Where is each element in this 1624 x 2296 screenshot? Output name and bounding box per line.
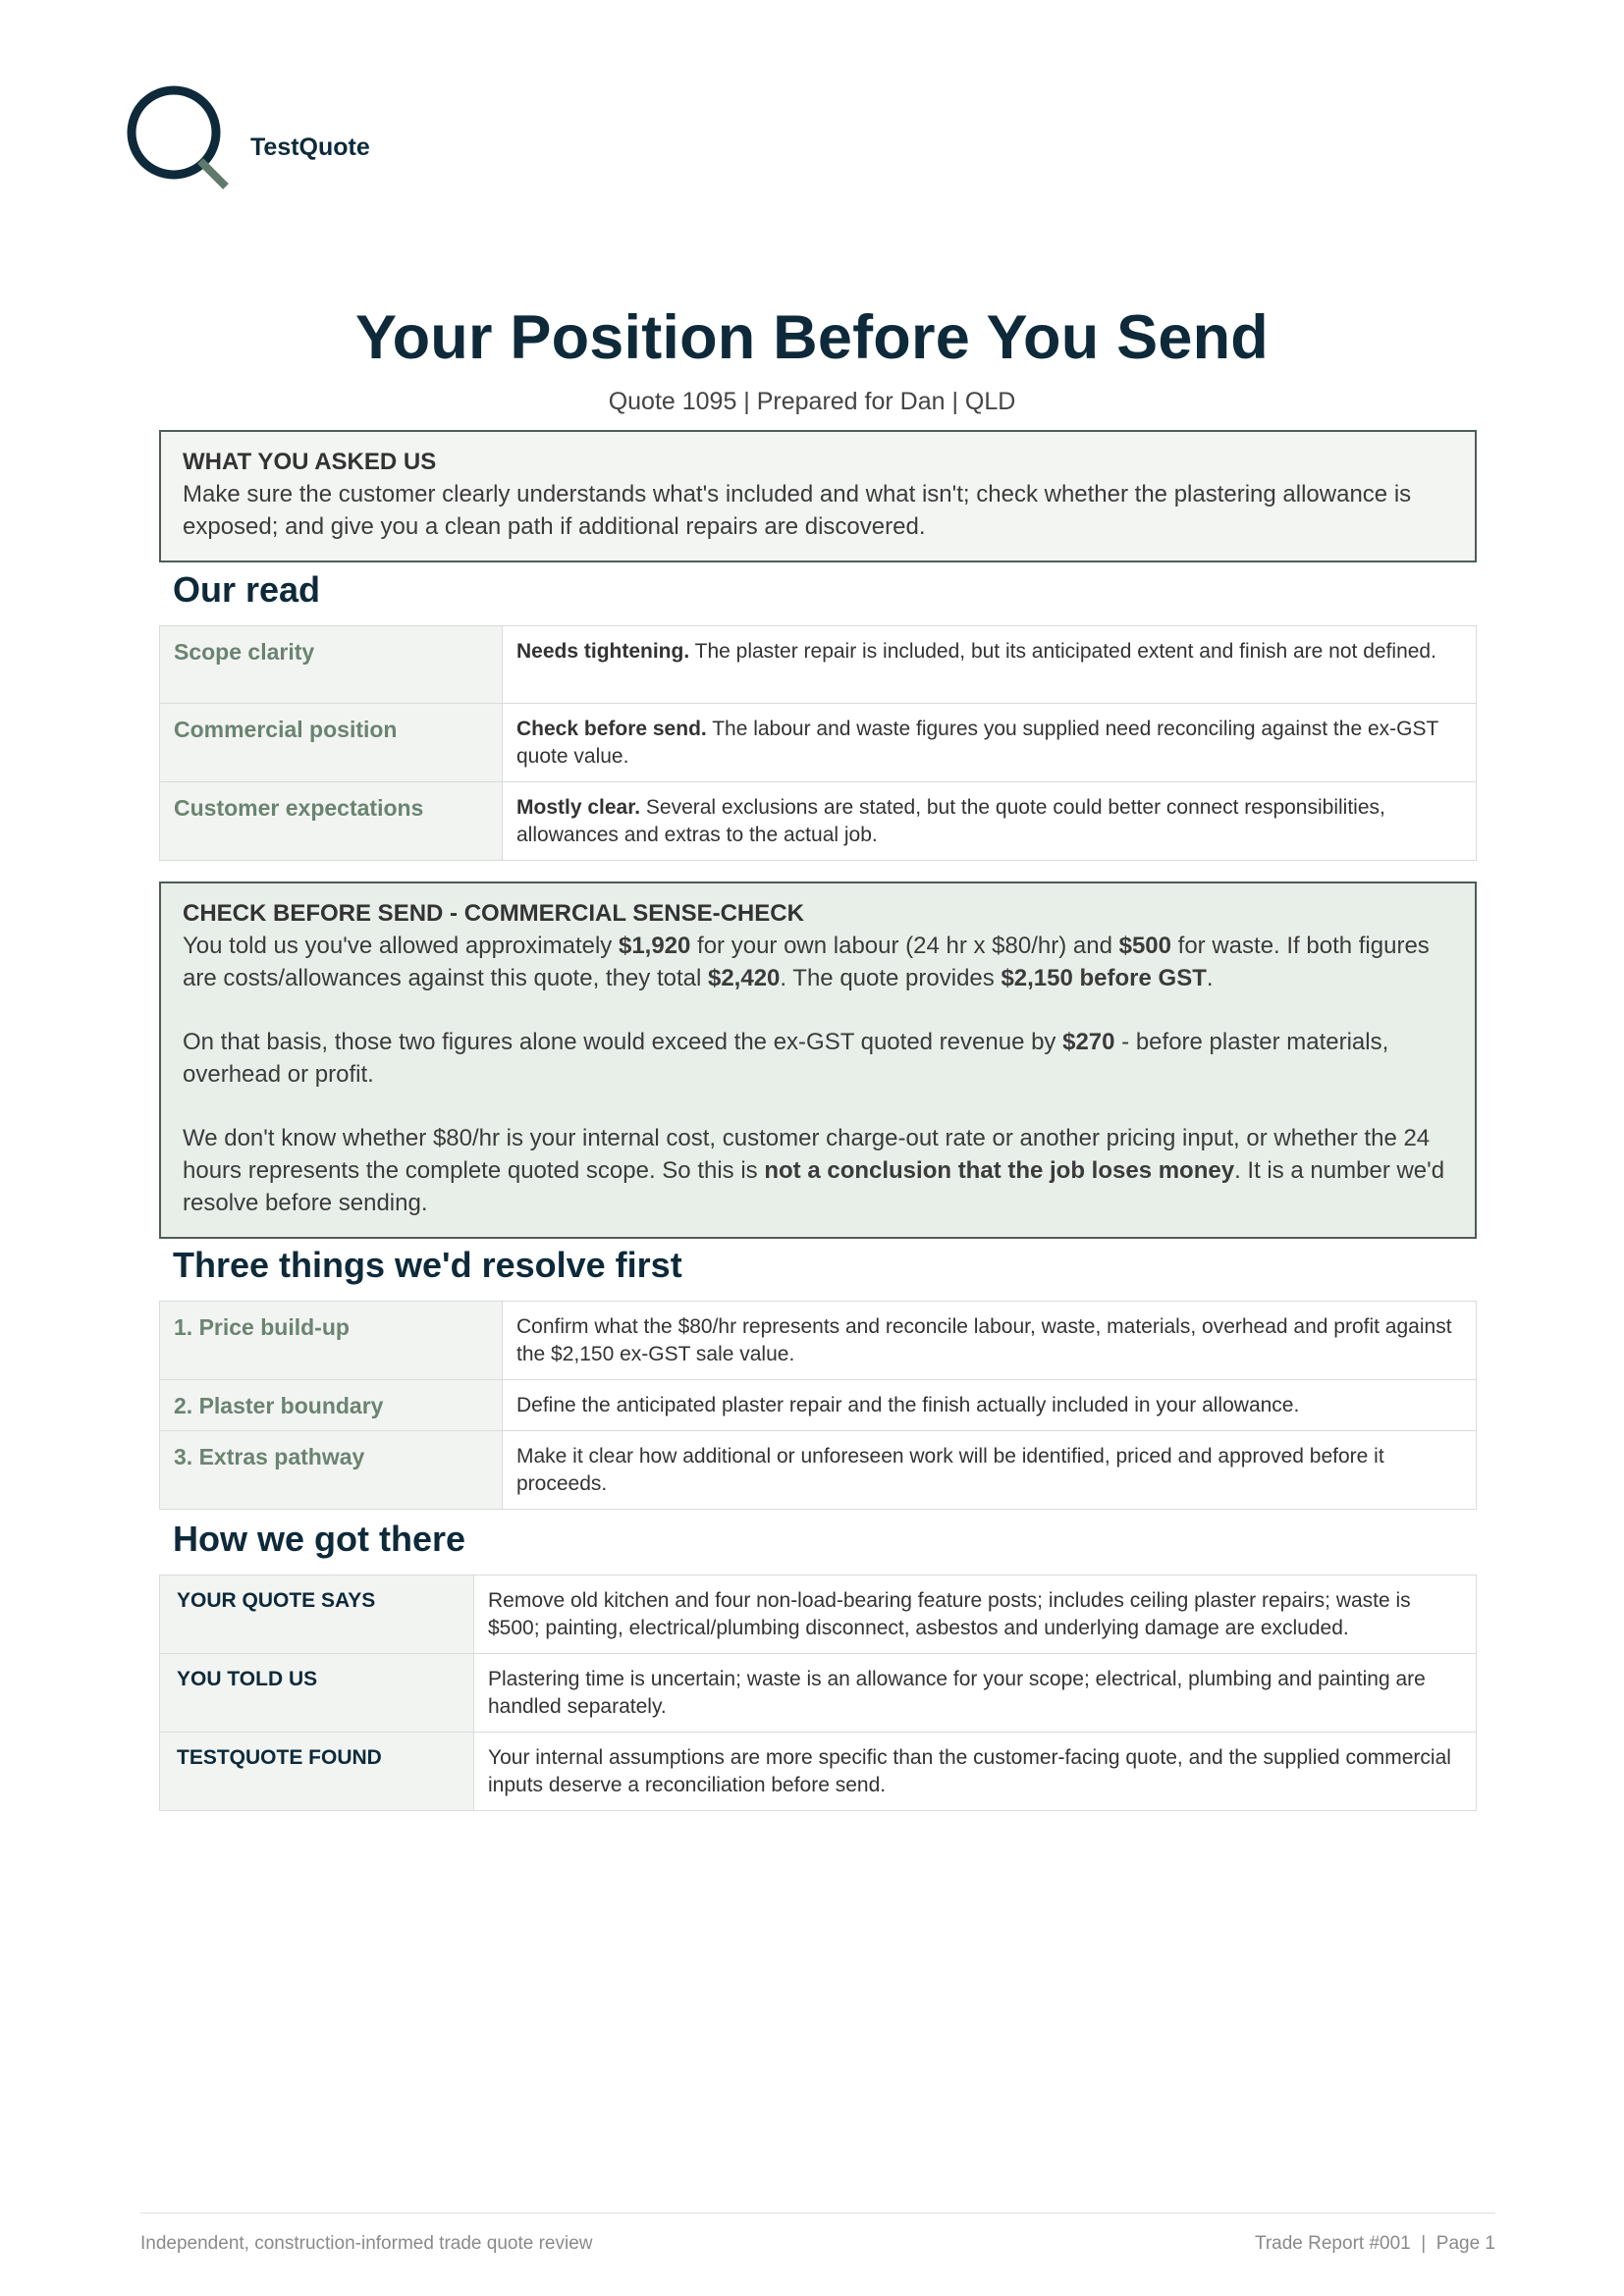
- row-value: [503, 626, 1477, 704]
- brand-name: TestQuote: [250, 133, 370, 161]
- row-lead: Needs tightening.: [516, 640, 690, 663]
- table-row: [160, 782, 1477, 861]
- row-label: Scope clarity: [160, 626, 503, 704]
- table-row: [160, 1733, 1477, 1811]
- row-text: Plastering time is uncertain; waste is an allowance for your scope; electrical, plumbing and painting are handled separately.: [474, 1654, 1477, 1733]
- callout-body: Make sure the customer clearly understands what's included and what isn't; check whether the plastering allowance is exposed; and give you a clean path if additional repairs are discovered.: [183, 481, 1412, 540]
- footer-tagline: Independent, construction-informed trade quote review: [140, 2233, 593, 2254]
- row-value: [503, 782, 1477, 861]
- page-subtitle: Quote 1095 | Prepared for Dan | QLD: [608, 388, 1016, 415]
- footer-divider: [140, 2213, 1495, 2214]
- row-label: 3. Extras pathway: [160, 1431, 503, 1510]
- row-text: Confirm what the $80/hr represents and reconcile labour, waste, materials, overhead and profit against the $2,150 ex-GST sale value.: [503, 1302, 1477, 1380]
- table-row: [160, 626, 1477, 704]
- check-paragraph-2: On that basis, those two figures alone would exceed the ex-GST quoted revenue by $270 - before plaster materials, overhead or profit.: [183, 1029, 1389, 1088]
- magnifier-q-logo-icon: [124, 84, 232, 192]
- row-lead: Check before send.: [516, 718, 707, 740]
- table-row: [160, 1575, 1477, 1654]
- commercial-sense-check-callout: [159, 881, 1477, 1239]
- row-value: [503, 704, 1477, 782]
- how-table: [159, 1575, 1477, 1811]
- page-title: Your Position Before You Send: [355, 303, 1269, 372]
- row-text: Define the anticipated plaster repair and the finish actually included in your allowance.: [503, 1380, 1477, 1431]
- row-text: The plaster repair is included, but its anticipated extent and finish are not defined.: [689, 640, 1436, 663]
- row-label: Customer expectations: [160, 782, 503, 861]
- footer-page-info: Trade Report #001 | Page 1: [1254, 2233, 1495, 2254]
- row-text: The labour and waste figures you supplied need reconciling against the ex-GST quote value.: [516, 718, 1438, 768]
- resolve-table: [159, 1301, 1477, 1510]
- row-text: Your internal assumptions are more specific than the customer-facing quote, and the supplied commercial inputs deserve a reconciliation before send.: [474, 1733, 1477, 1811]
- callout-heading: CHECK BEFORE SEND - COMMERCIAL SENSE-CHECK: [183, 900, 804, 927]
- table-row: [160, 704, 1477, 782]
- check-paragraph-1: You told us you've allowed approximately $1,920 for your own labour (24 hr x $80/hr) and $500 for waste. If both figures are costs/allowances against this quote, they total $2,420. The quote provides $2,150 before GST.: [183, 933, 1430, 991]
- check-paragraph-3: We don't know whether $80/hr is your internal cost, customer charge-out rate or another pricing input, or whether the 24 hours represents the complete quoted scope. So this is not a conclusion that the job loses money. It is a number we'd resolve before sending.: [183, 1125, 1445, 1216]
- table-row: [160, 1431, 1477, 1510]
- table-row: [160, 1302, 1477, 1380]
- row-text: Remove old kitchen and four non-load-bearing feature posts; includes ceiling plaster repairs; waste is $500; painting, electrical/plumbing disconnect, asbestos and underlying damage are excluded.: [474, 1575, 1477, 1654]
- table-row: [160, 1380, 1477, 1431]
- row-lead: Mostly clear.: [516, 796, 641, 819]
- what-you-asked-callout: [159, 430, 1477, 562]
- table-row: [160, 1654, 1477, 1733]
- row-label: YOU TOLD US: [160, 1654, 474, 1733]
- row-label: Commercial position: [160, 704, 503, 782]
- row-label: 1. Price build-up: [160, 1302, 503, 1380]
- row-text: Several exclusions are stated, but the quote could better connect responsibilities, allowances and extras to the actual job.: [516, 796, 1385, 846]
- how-we-got-there-heading: How we got there: [173, 1519, 466, 1559]
- our-read-table: [159, 625, 1477, 861]
- callout-heading: WHAT YOU ASKED US: [183, 449, 437, 475]
- row-label: 2. Plaster boundary: [160, 1380, 503, 1431]
- our-read-heading: Our read: [173, 569, 321, 610]
- row-label: TESTQUOTE FOUND: [160, 1733, 474, 1811]
- resolve-first-heading: Three things we'd resolve first: [173, 1245, 682, 1285]
- row-label: YOUR QUOTE SAYS: [160, 1575, 474, 1654]
- row-text: Make it clear how additional or unforeseen work will be identified, priced and approved before it proceeds.: [503, 1431, 1477, 1510]
